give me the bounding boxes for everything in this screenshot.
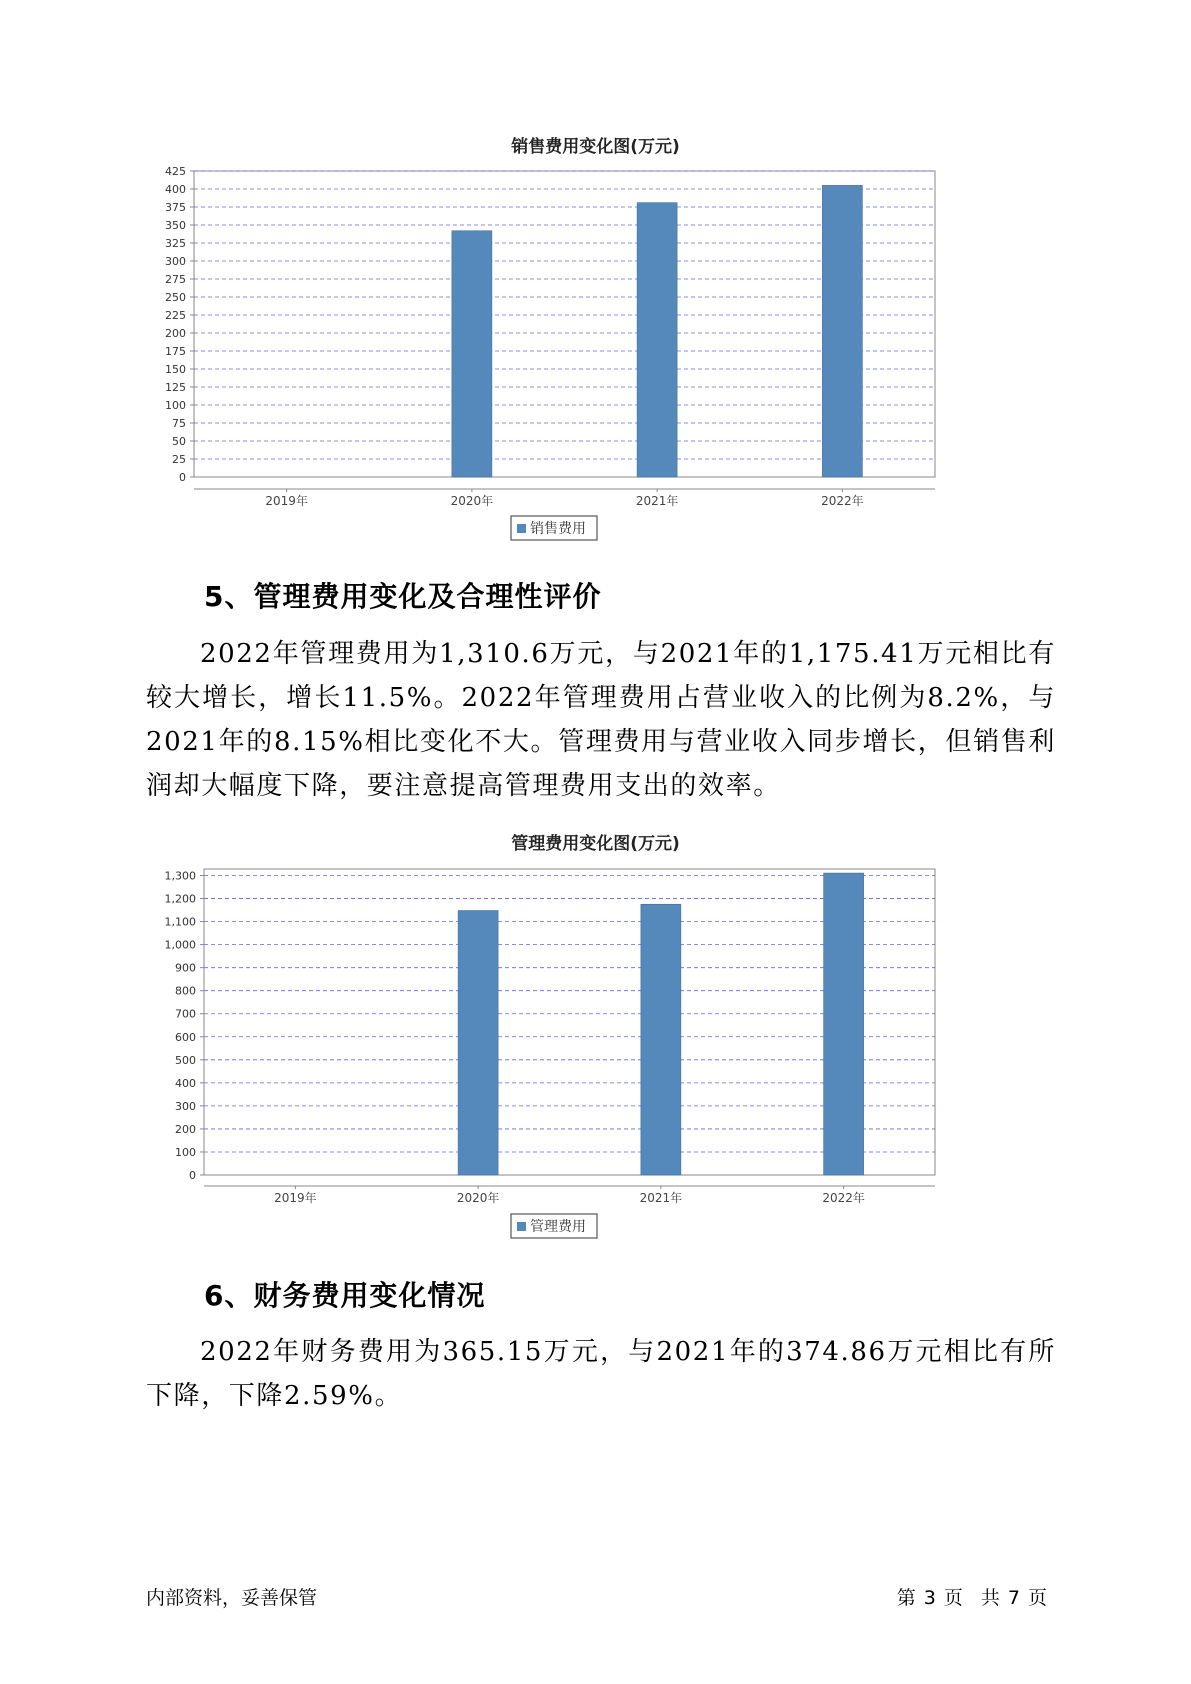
x-tick-label: 2022年 bbox=[822, 1191, 865, 1205]
x-tick-label: 2020年 bbox=[450, 494, 494, 508]
x-tick-label: 2019年 bbox=[265, 494, 308, 508]
y-tick-label: 1,300 bbox=[164, 869, 196, 883]
y-tick-label: 375 bbox=[165, 201, 186, 214]
y-tick-label: 1,200 bbox=[164, 892, 196, 906]
y-tick-label: 0 bbox=[189, 1169, 196, 1182]
y-tick-label: 75 bbox=[172, 417, 186, 430]
section-5-paragraph: 2022年管理费用为1,310.6万元，与2021年的1,175.41万元相比有较大增长，增长11.5%。2022年管理费用占营业收入的比例为8.2%，与2021年的8.15%相比变化不大。管理费用与营业收入同步增长，但销售利润却大幅度下降，要注意提高管理费用支出的效率。 bbox=[146, 639, 1056, 801]
legend-label: 管理费用 bbox=[530, 1219, 586, 1235]
bar bbox=[641, 904, 681, 1175]
total-pages: 7 bbox=[1007, 1587, 1020, 1609]
y-tick-label: 150 bbox=[165, 363, 186, 376]
y-tick-label: 300 bbox=[175, 1099, 196, 1113]
section-6-heading: 6、财务费用变化情况 bbox=[204, 1279, 486, 1312]
y-tick-label: 1,100 bbox=[164, 915, 196, 929]
y-tick-label: 700 bbox=[175, 1007, 196, 1021]
y-tick-label: 425 bbox=[165, 165, 186, 178]
chart-title: 销售费用变化图(万元) bbox=[511, 137, 680, 157]
legend-swatch bbox=[517, 1222, 526, 1231]
y-tick-label: 125 bbox=[165, 381, 186, 394]
y-tick-label: 175 bbox=[165, 345, 186, 358]
y-tick-label: 0 bbox=[179, 471, 186, 484]
x-tick-label: 2022年 bbox=[821, 494, 864, 508]
y-tick-label: 50 bbox=[172, 435, 186, 448]
bar bbox=[458, 911, 498, 1175]
y-tick-label: 900 bbox=[175, 961, 196, 975]
y-tick-label: 500 bbox=[175, 1053, 196, 1067]
y-tick-label: 200 bbox=[165, 327, 186, 340]
total-unit: 页 bbox=[1027, 1587, 1047, 1609]
y-tick-label: 600 bbox=[175, 1030, 196, 1044]
x-tick-label: 2021年 bbox=[639, 1191, 683, 1205]
y-tick-label: 400 bbox=[165, 183, 186, 196]
page-prefix: 第 bbox=[896, 1587, 916, 1609]
section-5-heading: 5、管理费用变化及合理性评价 bbox=[204, 580, 602, 613]
y-tick-label: 25 bbox=[172, 453, 186, 466]
page-unit: 页 bbox=[943, 1587, 963, 1609]
y-tick-label: 1,000 bbox=[164, 938, 196, 952]
y-tick-label: 250 bbox=[165, 291, 186, 304]
x-tick-label: 2021年 bbox=[635, 494, 679, 508]
footer-page-indicator bbox=[893, 1583, 1051, 1610]
y-tick-label: 200 bbox=[175, 1122, 196, 1136]
total-prefix: 共 bbox=[980, 1587, 1000, 1609]
y-tick-label: 350 bbox=[165, 219, 186, 232]
chart-title: 管理费用变化图(万元) bbox=[511, 834, 680, 854]
y-tick-label: 325 bbox=[165, 237, 186, 250]
y-tick-label: 800 bbox=[175, 984, 196, 998]
y-tick-label: 275 bbox=[165, 273, 186, 286]
y-tick-label: 225 bbox=[165, 309, 186, 322]
y-tick-label: 300 bbox=[165, 255, 186, 268]
legend-label: 销售费用 bbox=[530, 521, 586, 537]
x-tick-label: 2020年 bbox=[456, 1191, 500, 1205]
page-number: 3 bbox=[923, 1587, 936, 1609]
y-tick-label: 100 bbox=[175, 1145, 196, 1159]
section-6-paragraph: 2022年财务费用为365.15万元，与2021年的374.86万元相比有所下降，下降2.59%。 bbox=[146, 1337, 1056, 1411]
x-tick-label: 2019年 bbox=[274, 1191, 317, 1205]
y-tick-label: 100 bbox=[165, 399, 186, 412]
bar bbox=[824, 873, 864, 1175]
footer-confidential-note: 内部资料，妥善保管 bbox=[146, 1587, 318, 1609]
y-tick-label: 400 bbox=[175, 1076, 196, 1090]
